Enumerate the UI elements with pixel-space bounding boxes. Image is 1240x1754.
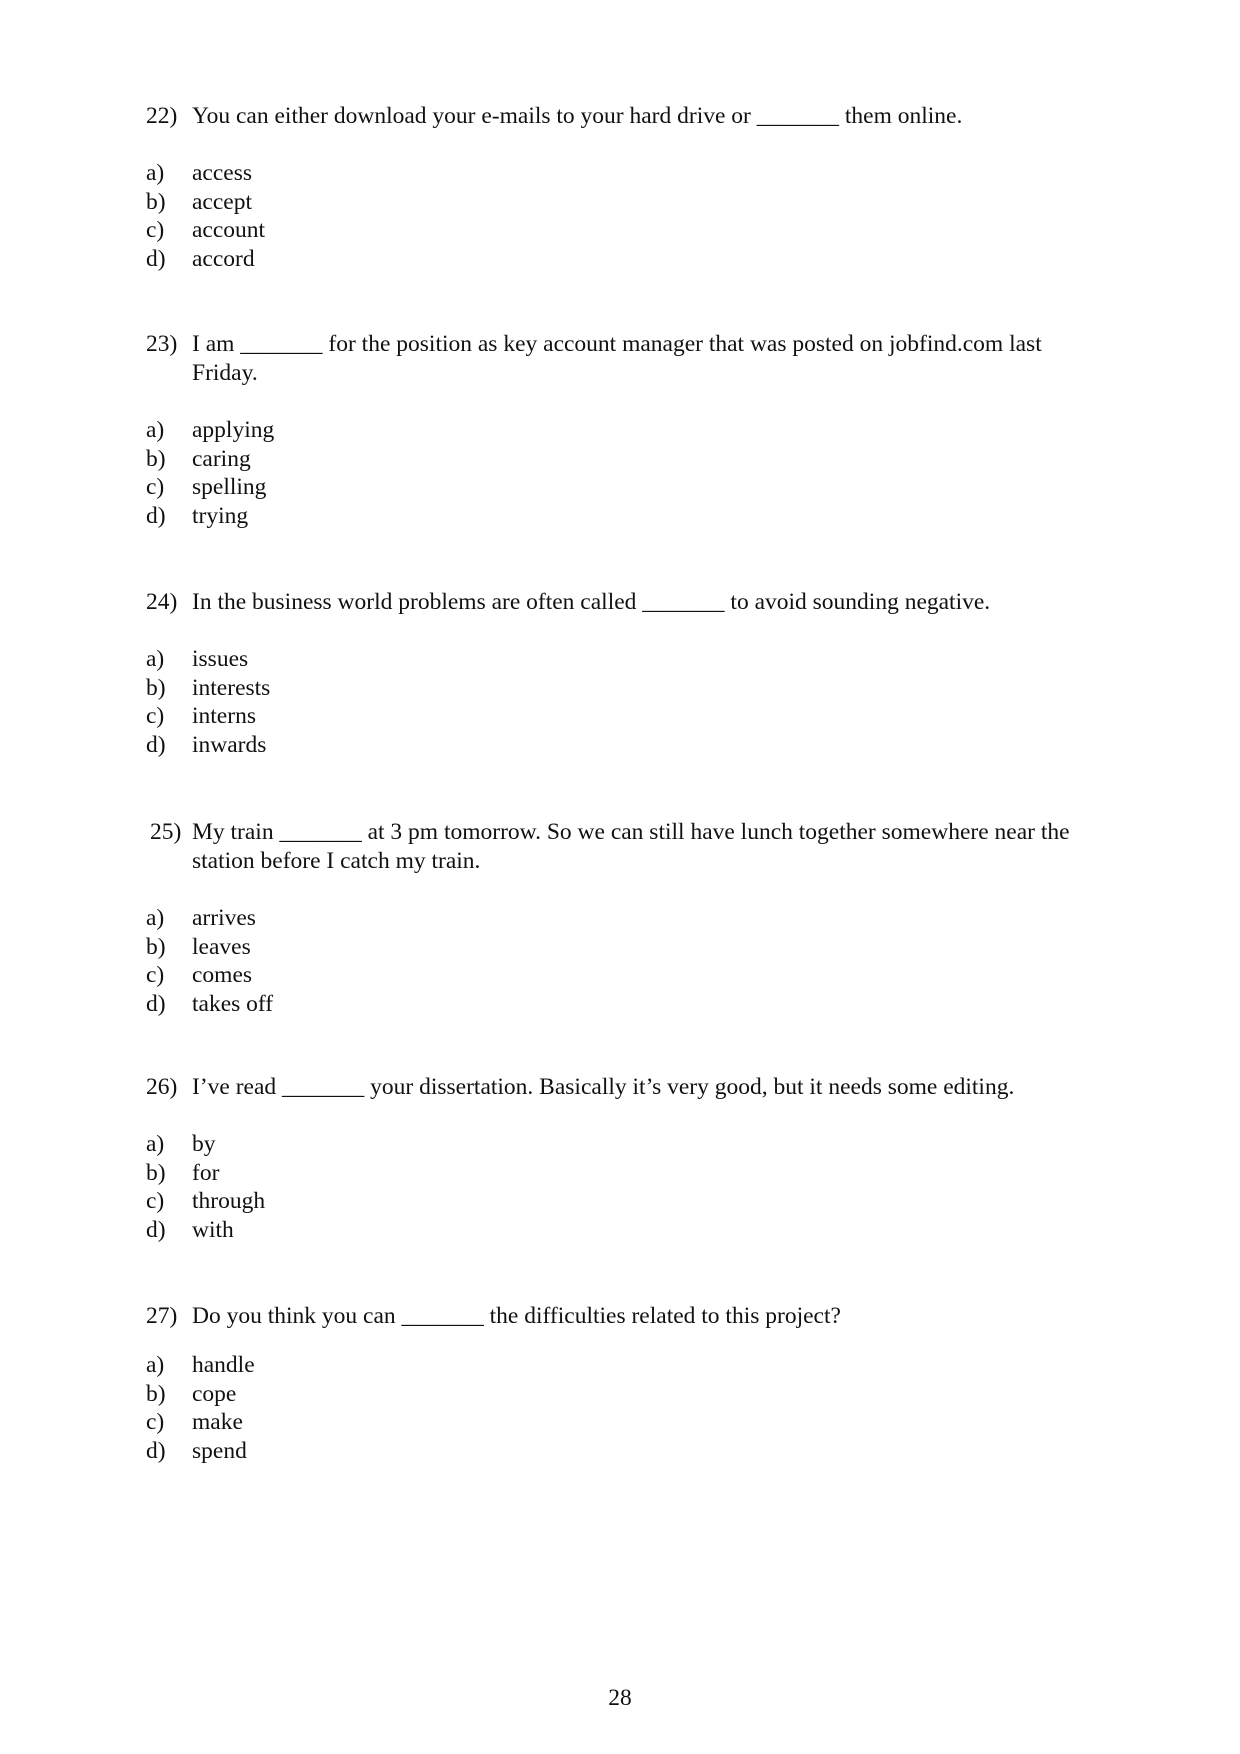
option-text: arrives (192, 905, 256, 931)
question-stem (150, 818, 1110, 876)
option-text: issues (192, 646, 249, 672)
option-d (146, 502, 1106, 531)
question-text: Do you think you can _______ the difficulties related to this project? (192, 1303, 841, 1329)
question-number: 25) (150, 819, 182, 845)
option-text: handle (192, 1352, 255, 1378)
page-number: 28 (608, 1685, 632, 1711)
option-text: interns (192, 703, 256, 730)
option-text: applying (192, 417, 275, 443)
option-letter: c) (146, 217, 165, 244)
option-a (146, 1130, 1106, 1159)
option-c (146, 1408, 1106, 1437)
option-letter: d) (146, 732, 166, 759)
option-text: with (192, 1217, 234, 1244)
option-list (146, 1351, 1106, 1466)
option-b (146, 933, 1110, 962)
option-d (146, 731, 1106, 760)
option-a (146, 159, 1106, 188)
option-d (146, 990, 1110, 1019)
option-letter: a) (146, 417, 165, 443)
question-text: My train _______ at 3 pm tomorrow. So we can still have lunch together somewhere near the station before I catch my train. (192, 819, 1070, 874)
question-stem (146, 330, 1106, 388)
option-text: account (192, 217, 266, 244)
option-list (146, 159, 1106, 274)
option-d (146, 1437, 1106, 1466)
option-text: through (192, 1188, 266, 1215)
option-text: trying (192, 503, 249, 530)
option-letter: d) (146, 246, 166, 273)
option-text: cope (192, 1380, 237, 1407)
option-letter: a) (146, 1131, 165, 1157)
option-letter: d) (146, 1438, 166, 1465)
question-stem (146, 1073, 1106, 1102)
option-letter: b) (146, 1380, 166, 1407)
option-text: leaves (192, 933, 251, 960)
option-text: comes (192, 962, 253, 989)
option-list (146, 416, 1106, 531)
question-text: You can either download your e-mails to your hard drive or _______ them online. (192, 103, 963, 129)
option-list (146, 1130, 1106, 1245)
option-text: spelling (192, 474, 267, 501)
option-b (146, 674, 1106, 703)
question-text: I’ve read _______ your dissertation. Basically it’s very good, but it needs some editing. (192, 1074, 1015, 1100)
option-letter: d) (146, 1217, 166, 1244)
option-text: spend (192, 1438, 247, 1465)
option-letter: c) (146, 703, 165, 730)
option-text: make (192, 1409, 243, 1436)
option-b (146, 1159, 1106, 1188)
question-stem (146, 588, 1106, 617)
option-b (146, 445, 1106, 474)
question-number: 22) (146, 103, 178, 129)
question-stem (146, 1302, 1106, 1331)
option-c (146, 216, 1106, 245)
option-a (146, 1351, 1106, 1380)
question-text: In the business world problems are often called _______ to avoid sounding negative. (192, 589, 991, 615)
option-letter: c) (146, 962, 165, 989)
option-c (146, 961, 1110, 990)
question-26 (146, 1073, 1106, 1245)
option-list (146, 904, 1110, 1019)
option-letter: c) (146, 1188, 165, 1215)
option-letter: b) (146, 188, 166, 215)
option-d (146, 245, 1106, 274)
option-letter: c) (146, 474, 165, 501)
option-letter: b) (146, 933, 166, 960)
option-a (146, 416, 1106, 445)
option-text: for (192, 1159, 220, 1186)
option-letter: a) (146, 646, 165, 672)
option-letter: d) (146, 991, 166, 1018)
option-c (146, 1187, 1106, 1216)
option-b (146, 188, 1106, 217)
option-text: takes off (192, 991, 274, 1018)
question-number: 26) (146, 1074, 178, 1100)
option-d (146, 1216, 1106, 1245)
question-25 (146, 818, 1110, 1019)
option-letter: a) (146, 905, 165, 931)
question-number: 23) (146, 331, 178, 357)
option-text: inwards (192, 732, 267, 759)
option-letter: b) (146, 1159, 166, 1186)
option-c (146, 473, 1106, 502)
option-letter: b) (146, 445, 166, 472)
question-text: I am _______ for the position as key account manager that was posted on jobfind.com last Friday. (192, 331, 1042, 386)
option-letter: d) (146, 503, 166, 530)
question-number: 24) (146, 589, 178, 615)
option-text: accord (192, 246, 255, 273)
option-b (146, 1380, 1106, 1409)
option-c (146, 702, 1106, 731)
question-stem (146, 102, 1106, 131)
question-22 (146, 102, 1106, 274)
option-text: access (192, 160, 253, 186)
question-27 (146, 1302, 1106, 1466)
question-24 (146, 588, 1106, 760)
option-a (146, 904, 1110, 933)
option-letter: a) (146, 1352, 165, 1378)
option-a (146, 645, 1106, 674)
question-23 (146, 330, 1106, 531)
option-letter: a) (146, 160, 165, 186)
option-text: accept (192, 188, 253, 215)
option-letter: b) (146, 674, 166, 701)
option-letter: c) (146, 1409, 165, 1436)
question-number: 27) (146, 1303, 178, 1329)
option-list (146, 645, 1106, 760)
option-text: interests (192, 674, 271, 701)
option-text: caring (192, 445, 251, 472)
option-text: by (192, 1131, 216, 1157)
